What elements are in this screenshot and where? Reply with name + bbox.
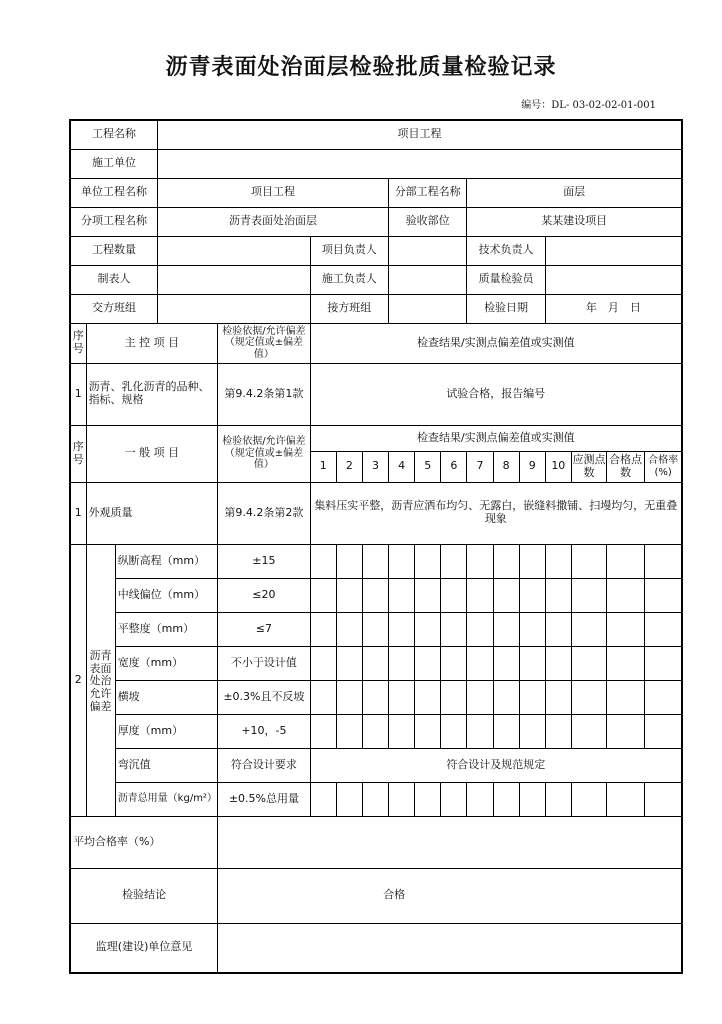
- point-header-1: 1: [310, 451, 336, 482]
- measured-points-label: 应测点数: [571, 451, 606, 482]
- unit-project-value[interactable]: 项目工程: [157, 178, 388, 207]
- deviation-item: 宽度（mm）: [115, 646, 218, 680]
- inspection-table: [69, 119, 683, 974]
- general-row1-no: 1: [70, 482, 86, 544]
- point-header-4: 4: [389, 451, 415, 482]
- main-row-no: 1: [70, 363, 86, 425]
- acceptance-part-value[interactable]: 某某建设项目: [467, 207, 682, 236]
- sub-project-value[interactable]: 面层: [467, 178, 682, 207]
- asphalt-amount-basis: ±0.5%总用量: [218, 782, 310, 816]
- main-row-result[interactable]: 试验合格，报告编号: [310, 363, 682, 425]
- deflection-item: 弯沉值: [115, 748, 218, 782]
- point-header-8: 8: [493, 451, 519, 482]
- general-result-label: 检查结果/实测点偏差值或实测值: [310, 425, 682, 451]
- deviation-basis: ±15: [218, 544, 310, 578]
- general-row1-result[interactable]: 集料压实平整，沥青应洒布均匀、无露白，嵌缝料撒铺、扫墁均匀，无重叠现象: [310, 482, 682, 544]
- point-header-2: 2: [336, 451, 362, 482]
- item-project-label: 分项工程名称: [70, 207, 157, 236]
- main-control-label: 主 控 项 目: [86, 323, 218, 363]
- deviation-item: 纵断高程（mm）: [115, 544, 218, 578]
- average-rate-label: 平均合格率（%）: [70, 816, 218, 868]
- construction-leader-value[interactable]: [389, 265, 467, 294]
- asphalt-amount-item: 沥青总用量（kg/m²）: [115, 782, 218, 816]
- general-label: 一 般 项 目: [86, 425, 218, 482]
- point-header-5: 5: [415, 451, 441, 482]
- project-leader-value[interactable]: [389, 236, 467, 265]
- main-row-item: 沥青、乳化沥青的品种、指标、规格: [86, 363, 218, 425]
- tech-leader-value[interactable]: [545, 236, 682, 265]
- deviation-item: 厚度（mm）: [115, 714, 218, 748]
- project-name-label: 工程名称: [70, 120, 157, 149]
- tabulator-label: 制表人: [70, 265, 157, 294]
- inspection-date-label: 检验日期: [467, 294, 545, 323]
- page-title: 沥青表面处治面层检验批质量检验记录: [165, 55, 557, 80]
- deviation-group-label: 沥青表面处治允许偏差: [89, 649, 112, 713]
- construction-leader-label: 施工负责人: [310, 265, 388, 294]
- acceptance-part-label: 验收部位: [389, 207, 467, 236]
- deviation-basis: ≤7: [218, 612, 310, 646]
- handover-team-label: 交方班组: [70, 294, 157, 323]
- receiving-team-label: 接方班组: [310, 294, 388, 323]
- project-leader-label: 项目负责人: [310, 236, 388, 265]
- point-header-7: 7: [467, 451, 493, 482]
- pass-rate-label: 合格率(%): [645, 451, 682, 482]
- general-basis-label: 检验依据/允许偏差（规定值或±偏差值）: [218, 425, 310, 482]
- supervisor-value[interactable]: [218, 923, 682, 973]
- point-header-3: 3: [362, 451, 388, 482]
- deviation-basis: 不小于设计值: [218, 646, 310, 680]
- general-row2-no: 2: [70, 544, 86, 816]
- receiving-team-value[interactable]: [389, 294, 467, 323]
- qualified-points-label: 合格点数: [607, 451, 645, 482]
- general-seq-label: 序号: [70, 425, 86, 482]
- quantity-label: 工程数量: [70, 236, 157, 265]
- supervisor-label: 监理(建设)单位意见: [70, 923, 218, 973]
- deviation-item: 平整度（mm）: [115, 612, 218, 646]
- quality-inspector-label: 质量检验员: [467, 265, 545, 294]
- document-code: 编号：DL- 03-02-02-01-001: [521, 100, 656, 111]
- main-basis-label: 检验依据/允许偏差（规定值或±偏差值）: [218, 323, 310, 363]
- handover-team-value[interactable]: [157, 294, 310, 323]
- deviation-basis: ±0.3%且不反坡: [218, 680, 310, 714]
- construction-unit-value[interactable]: [157, 149, 682, 178]
- general-row1-item: 外观质量: [86, 482, 218, 544]
- main-result-label: 检查结果/实测点偏差值或实测值: [310, 323, 682, 363]
- point-header-9: 9: [519, 451, 545, 482]
- deviation-item: 横坡: [115, 680, 218, 714]
- quantity-value[interactable]: [157, 236, 310, 265]
- construction-unit-label: 施工单位: [70, 149, 157, 178]
- main-seq-label: 序号: [70, 323, 86, 363]
- quality-inspector-value[interactable]: [545, 265, 682, 294]
- conclusion-label: 检验结论: [70, 868, 218, 923]
- deviation-basis: +10，-5: [218, 714, 310, 748]
- deviation-item: 中线偏位（mm）: [115, 578, 218, 612]
- tabulator-value[interactable]: [157, 265, 310, 294]
- deviation-basis: ≤20: [218, 578, 310, 612]
- conclusion-value[interactable]: 合格: [218, 868, 682, 923]
- tech-leader-label: 技术负责人: [467, 236, 545, 265]
- sub-project-label: 分部工程名称: [389, 178, 467, 207]
- general-row1-basis: 第9.4.2条第2款: [218, 482, 310, 544]
- point-header-6: 6: [441, 451, 467, 482]
- deflection-basis: 符合设计要求: [218, 748, 310, 782]
- main-row-basis: 第9.4.2条第1款: [218, 363, 310, 425]
- item-project-value[interactable]: 沥青表面处治面层: [157, 207, 388, 236]
- inspection-date-value[interactable]: 年 月 日: [545, 294, 682, 323]
- point-header-10: 10: [545, 451, 571, 482]
- average-rate-value[interactable]: [218, 816, 682, 868]
- project-name-value[interactable]: 项目工程: [157, 120, 682, 149]
- unit-project-label: 单位工程名称: [70, 178, 157, 207]
- deflection-result[interactable]: 符合设计及规范规定: [310, 748, 682, 782]
